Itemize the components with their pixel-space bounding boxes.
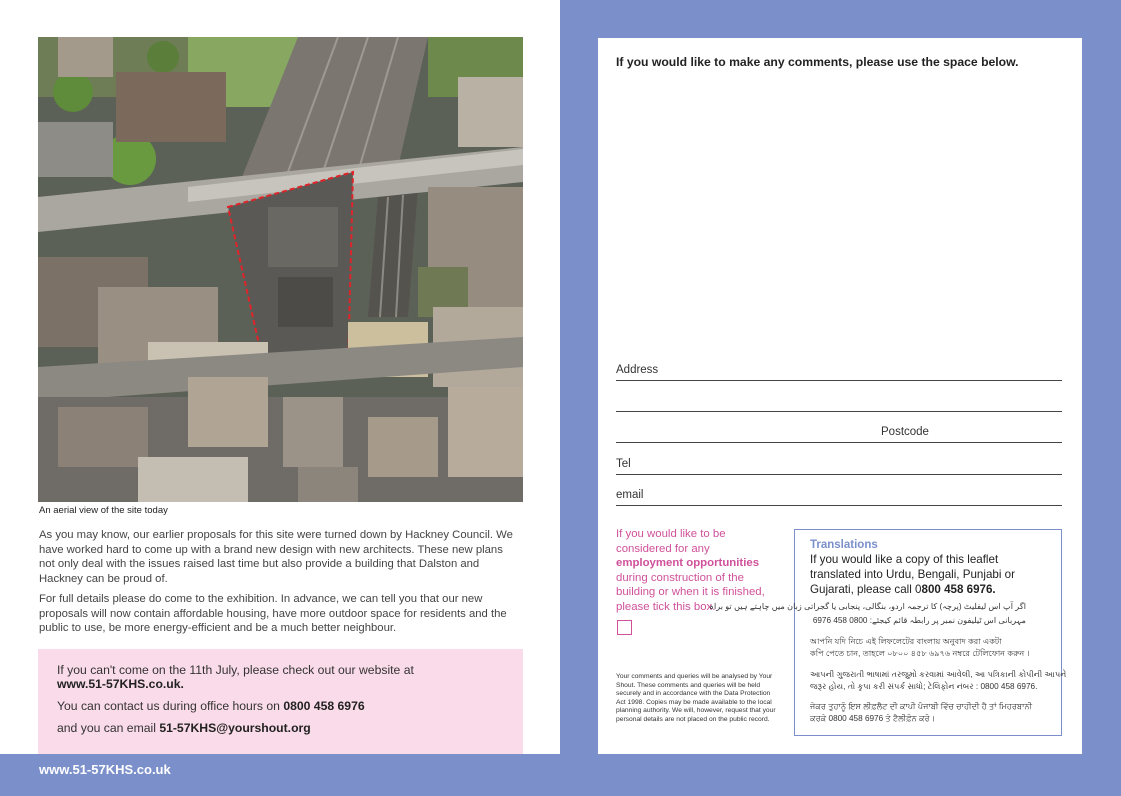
photo-caption: An aerial view of the site today: [39, 505, 168, 516]
email-line[interactable]: [616, 505, 1062, 506]
punjabi-line-2: ਕਰਕੇ 0800 458 6976 ਤੇ ਟੈਲੀਫ਼ੋਨ ਕਰੋ।: [810, 714, 936, 723]
bengali-line-1: আপনি যদি নিচে এই লিফলেটের বাংলায় অনুবাদ করা একটা: [810, 637, 1002, 646]
translations-text: [810, 553, 1050, 597]
translations-body: If you would like a copy of this leaflet translated into Urdu, Bengali, Punjabi or Gujarati, please call 0: [810, 553, 1015, 596]
aerial-site-photo: [38, 37, 523, 502]
translations-title: Translations: [810, 539, 878, 551]
tel-line[interactable]: [616, 474, 1062, 475]
contact-line-1: If you can't come on the 11th July, please check out our website at: [57, 663, 414, 677]
postcode-line[interactable]: [616, 442, 1062, 443]
contact-phone-prefix: You can contact us during office hours on: [57, 699, 284, 713]
employment-text-before: If you would like to be considered for any: [616, 528, 726, 555]
punjabi-line-1: ਜੇਕਰ ਤੁਹਾਨੂੰ ਇਸ ਲੀਫ਼ਲੈਟ ਦੀ ਕਾਪੀ ਪੰਜਾਬੀ ਵਿੱਚ ਚਾਹੀਦੀ ਹੈ ਤਾਂ ਮਿਹਰਬਾਨੀ: [810, 702, 1033, 711]
footer-url[interactable]: www.51-57KHS.co.uk: [39, 762, 171, 777]
intro-paragraph-1: As you may know, our earlier proposals for this site were turned down by Hackney Council. We have worked hard to come up with a brand new design with new architects. These new plans not only deal with the issues raised last time but also provide a building that Dalston and Hackney can be proud of.: [39, 529, 513, 585]
address-line-1[interactable]: [616, 380, 1062, 381]
contact-line-2: [57, 699, 365, 714]
employment-highlight: employment opportunities: [616, 557, 760, 570]
contact-email-prefix: and you can email: [57, 721, 160, 735]
contact-website-link[interactable]: www.51-57KHS.co.uk.: [57, 677, 184, 691]
intro-paragraph-2: For full details please do come to the exhibition. In advance, we can tell you that our new proposals will now contain affordable housing, have more outdoor space for residents and the public to use, be more energy-efficient and be a much better neighbour.: [39, 593, 507, 635]
gujarati-line-2: જરૂર હોય, તો કૃપા કરી સંપર્ક સાધો; ટેલિફોન નંબર : 0800 458 6976.: [810, 682, 1038, 691]
postcode-label: Postcode: [881, 426, 929, 438]
privacy-note: Your comments and queries will be analysed by Your Shout. These comments and queries will be held securely and in accordance with the Data Protection Act 1998. Copies may be made available to the local planning authority. We will, however, request that your personal details are not placed on the public record.: [616, 673, 776, 723]
gujarati-line-1: આપની ગુજરાતી ભાષામાં તરજુમો કરવામાં આવેલી, આ પત્રિકાની કોપીની આપને: [810, 670, 1067, 679]
urdu-line-1: اگر آپ اس لیفلیٹ (پرچہ) کا ترجمہ اردو، بنگالی، پنجابی یا گجراتی زبان میں چاہتے ہیں تو براہ: [709, 602, 1026, 611]
translations-phone: 800 458 6976.: [921, 582, 996, 596]
email-label: email: [616, 489, 644, 501]
contact-line-3: [57, 721, 311, 736]
bengali-line-2: কপি পেতে চান, তাহলে ০৮০০ ৪৫৮ ৬৯৭৬ নম্বরে টেলিফোন করুন ।: [810, 649, 1030, 658]
comments-heading: If you would like to make any comments, please use the space below.: [616, 55, 1019, 69]
urdu-line-2: مہربانی اس ٹیلیفون نمبر پر رابطہ قائم کیجئے: 0800 458 6976: [812, 616, 1026, 625]
employment-checkbox[interactable]: [617, 620, 632, 635]
contact-phone: 0800 458 6976: [283, 699, 365, 713]
contact-email-link[interactable]: 51-57KHS@yourshout.org: [159, 721, 311, 735]
tel-label: Tel: [616, 458, 631, 470]
employment-text-after: during construction of the building or when it is finished, please tick this box.: [616, 571, 765, 613]
address-line-2[interactable]: [616, 411, 1062, 412]
address-label: Address: [616, 364, 659, 376]
